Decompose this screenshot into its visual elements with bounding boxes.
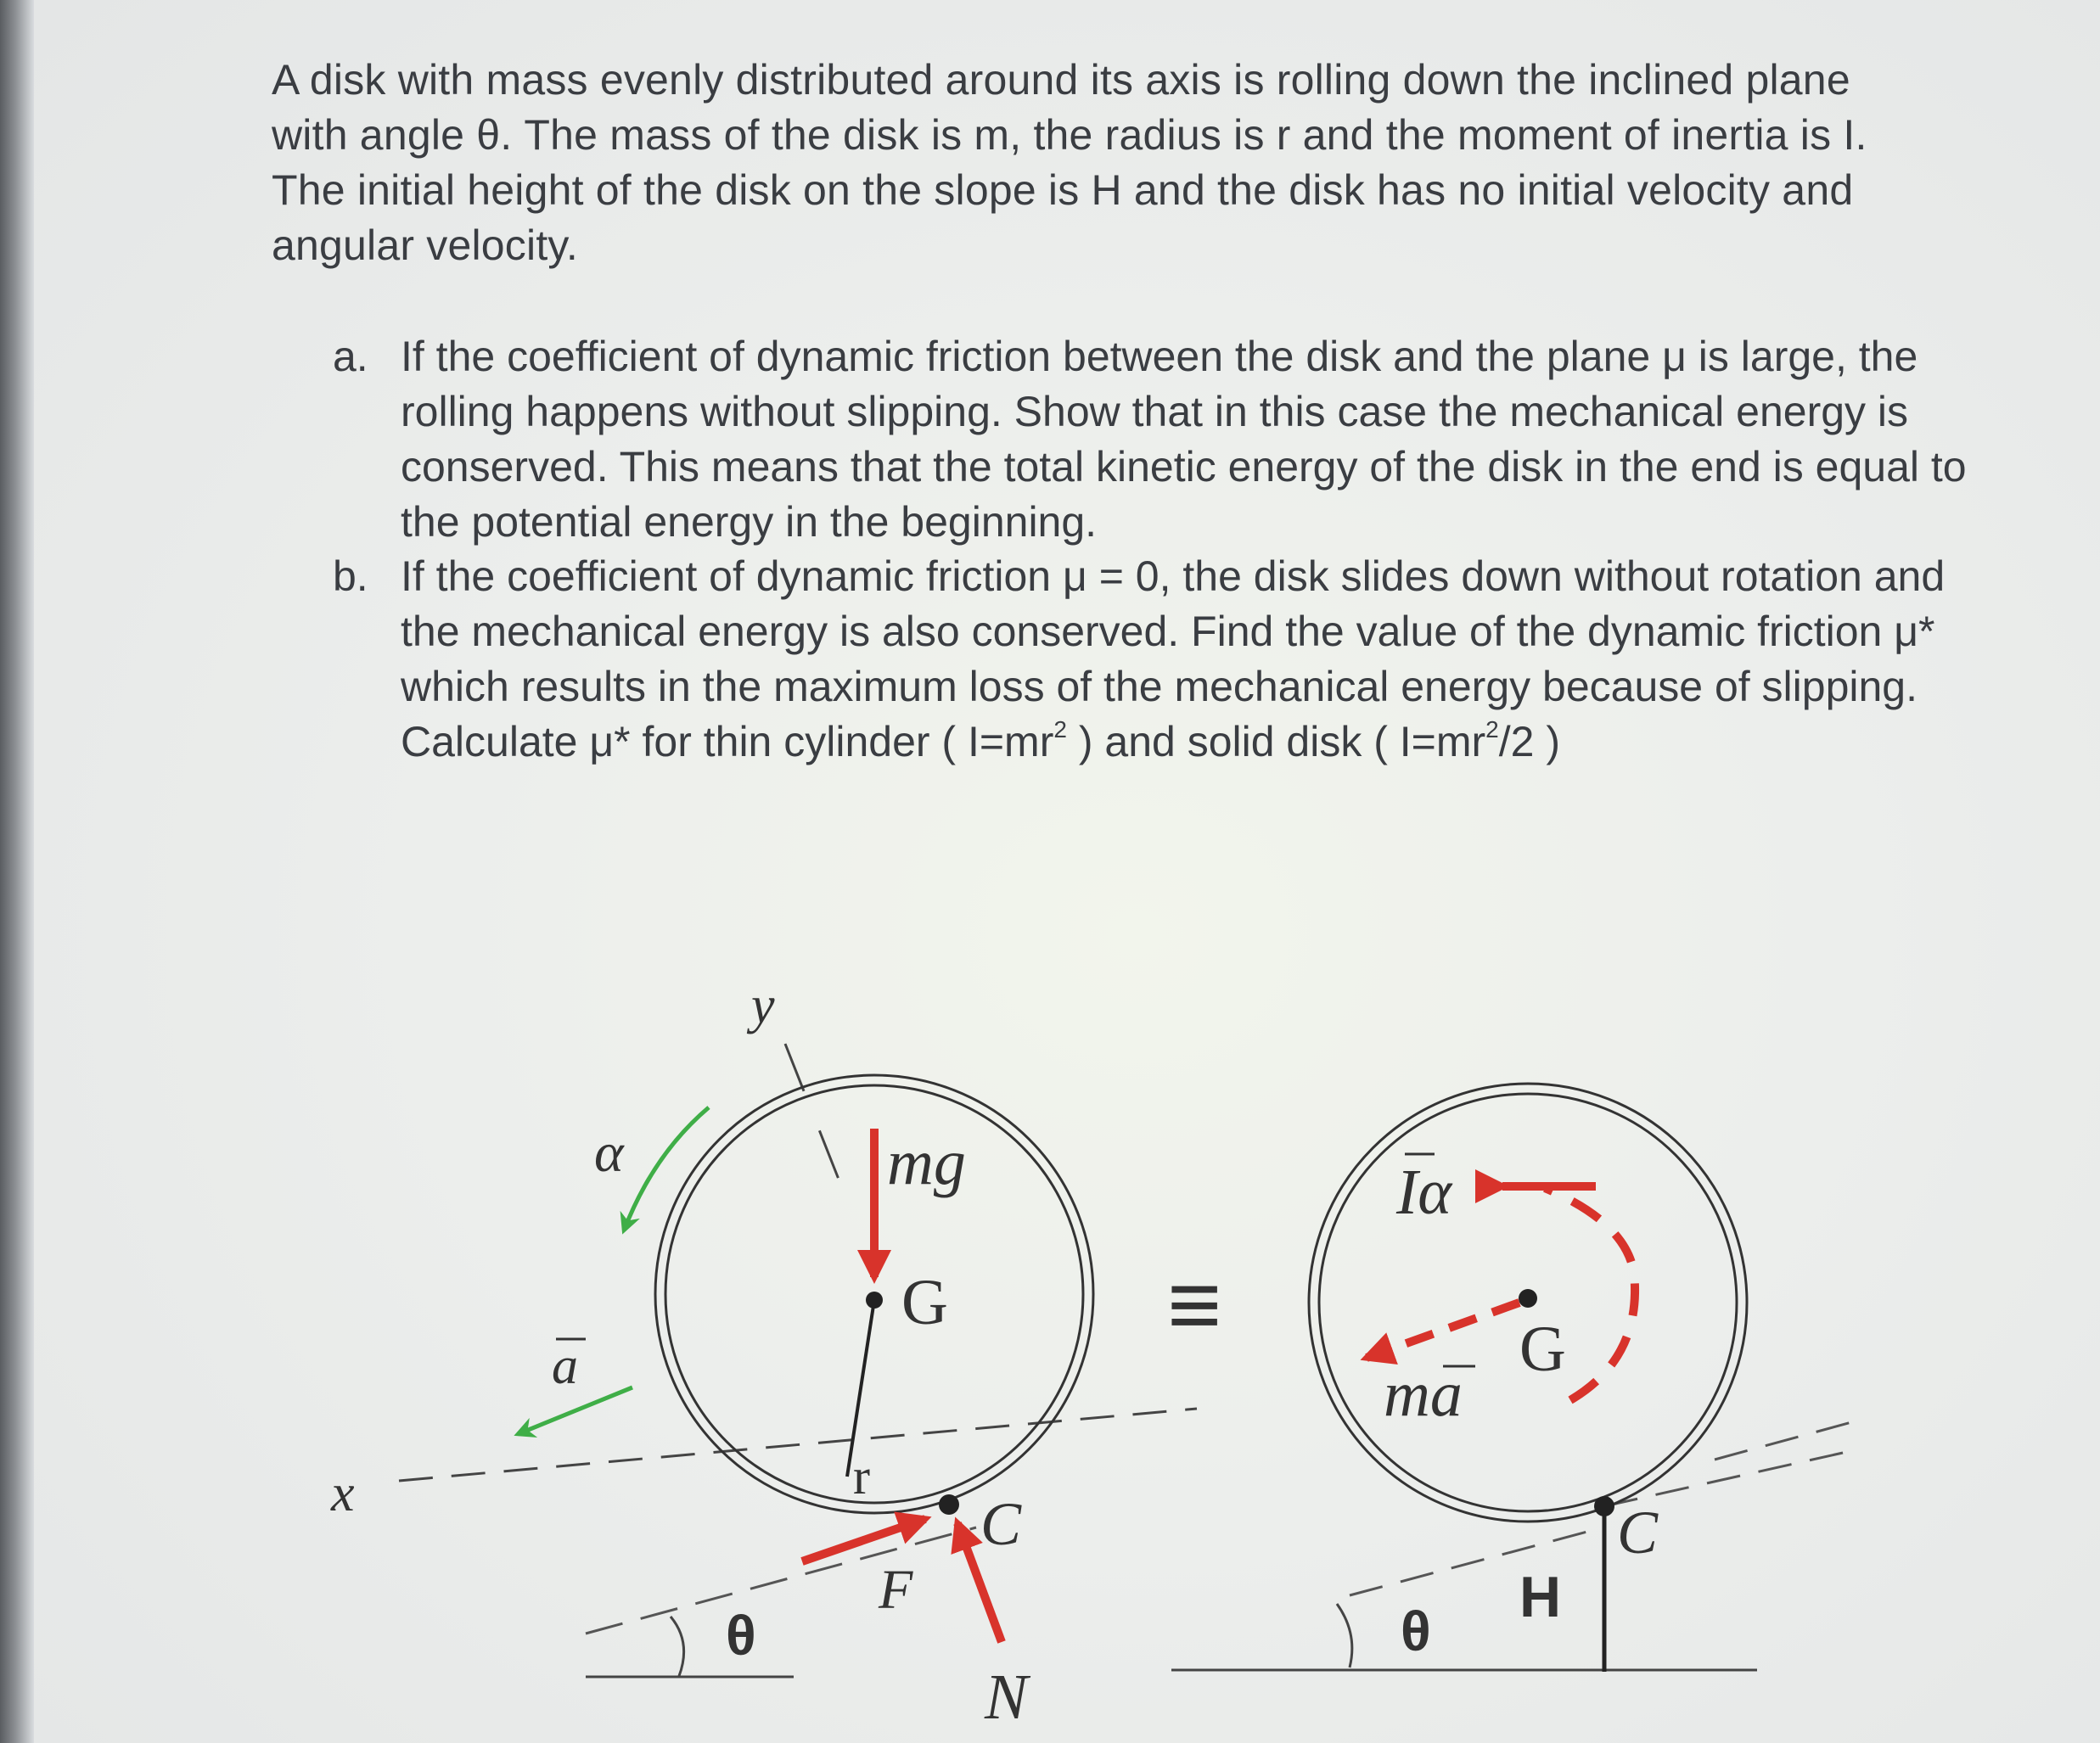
right-figure bbox=[1171, 1084, 1867, 1672]
contact-point-C bbox=[939, 1494, 959, 1515]
part-a-text: If the coefficient of dynamic friction between the disk and the plane μ is large, the rolling happens without slipping. Show that in this case the mechanical energy is conserved. This means that the total kinetic energy of the disk in the end is equal to the potential energy in the beginning. bbox=[401, 333, 1967, 546]
part-b-sup-1: 2 bbox=[1053, 716, 1067, 743]
label-a-bar: a bbox=[552, 1337, 578, 1395]
label-mg: mg bbox=[887, 1127, 966, 1198]
x-axis-line bbox=[399, 1409, 1197, 1481]
label-F: F bbox=[879, 1559, 913, 1621]
ma-arrow bbox=[1367, 1303, 1519, 1358]
label-alpha: α bbox=[594, 1122, 624, 1184]
equivalence-sign: ≡ bbox=[1167, 1253, 1222, 1357]
problem-intro: A disk with mass evenly distributed around its axis is rolling down the inclined plane with angle θ. The mass of the disk is m, the radius is r and the moment of inertia is I. The initial height of the disk on the slope is H and the disk has no initial velocity and angular velocity. bbox=[272, 56, 1867, 269]
label-ma: ma bbox=[1384, 1359, 1463, 1430]
incline-surface bbox=[586, 1527, 976, 1634]
label-C-left: C bbox=[980, 1490, 1022, 1558]
part-a-marker: a. bbox=[333, 333, 368, 380]
left-figure bbox=[330, 977, 1197, 1733]
part-b-marker: b. bbox=[333, 552, 368, 600]
label-H: H bbox=[1519, 1565, 1562, 1629]
label-i-alpha: Iα bbox=[1396, 1157, 1452, 1228]
contact-point-C-right bbox=[1594, 1496, 1614, 1516]
center-point-G-right bbox=[1519, 1289, 1537, 1308]
label-theta-right: θ bbox=[1401, 1600, 1431, 1662]
friction-arrow bbox=[802, 1519, 925, 1561]
part-b-text-3: /2 ) bbox=[1498, 718, 1560, 765]
y-axis-line bbox=[785, 1044, 849, 1205]
label-y: y bbox=[751, 977, 775, 1034]
theta-arc-left bbox=[671, 1617, 684, 1676]
part-b-sup-2: 2 bbox=[1485, 716, 1499, 743]
label-x: x bbox=[331, 1465, 355, 1522]
label-C-right: C bbox=[1617, 1499, 1659, 1566]
label-theta-left: θ bbox=[726, 1604, 756, 1667]
label-G-right: G bbox=[1519, 1314, 1566, 1385]
part-b-text-2: ) and solid disk ( I=mr bbox=[1066, 718, 1486, 765]
part-b-text-1: If the coefficient of dynamic friction μ = 0, the disk slides down without rotation and the mechanical energy is also conserved. Find the value of the dynamic friction μ* which results in the maximum loss of the mechanical energy because of slipping. Calculate μ* for thin cylinder ( I=mr bbox=[401, 552, 1946, 765]
center-point-G bbox=[866, 1292, 883, 1309]
theta-arc-right bbox=[1337, 1604, 1352, 1667]
label-G-left: G bbox=[901, 1267, 948, 1338]
label-N: N bbox=[985, 1662, 1028, 1733]
label-r: r bbox=[853, 1449, 870, 1505]
